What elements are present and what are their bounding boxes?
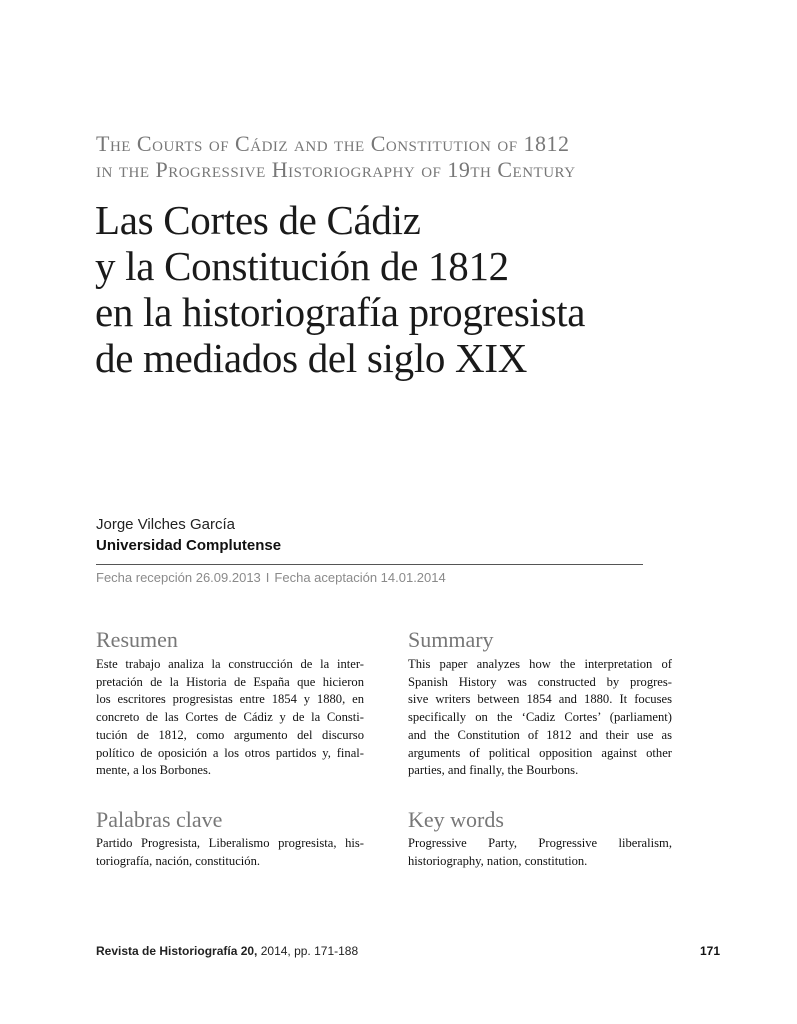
spanish-title [95, 197, 755, 381]
spanish-title-line-1: Las Cortes de Cádiz [95, 197, 421, 243]
palabras-clave-heading: Palabras clave [96, 807, 223, 832]
author-affiliation: Universidad Complutense [96, 537, 282, 554]
palabras-clave-line: Partido Progresista, Liberalismo progresista, his- [96, 836, 364, 850]
palabras-clave-line: toriografía, nación, constitución. [96, 853, 261, 868]
accepted-date: Fecha aceptación 14.01.2014 [274, 570, 446, 585]
resumen-line: Este trabajo analiza la construcción de la inter- [96, 657, 364, 671]
key-words-heading: Key words [408, 807, 504, 832]
summary-line: specifically on the ‘Cadiz Cortes’ (parliament) [408, 710, 672, 725]
summary-line: and the Constitution of 1812 and their use as [408, 727, 672, 742]
resumen-heading: Resumen [96, 627, 178, 652]
spanish-title-line-4: de mediados del siglo XIX [95, 335, 528, 381]
author-name: Jorge Vilches García [96, 516, 235, 533]
summary-line: sive writers between 1854 and 1880. It focuses [408, 692, 672, 707]
summary-line: Spanish History was constructed by progres- [408, 674, 672, 689]
resumen-line: concreto de las Cortes de Cádiz y de la Consti- [96, 710, 364, 725]
english-title-line-2: in the Progressive Historiography of 19th Century [96, 157, 576, 182]
received-date: Fecha recepción 26.09.2013 [96, 570, 261, 585]
page-number: 171 [699, 944, 720, 958]
summary-line: arguments of political opposition against other [408, 745, 672, 760]
journal-name: Revista de Historiografía 20, [96, 944, 258, 958]
resumen-line: tución de 1812, como argumento del discurso [96, 727, 364, 742]
submission-dates [96, 570, 446, 585]
divider-rule [96, 564, 643, 565]
spanish-title-line-3: en la historiografía progresista [95, 289, 586, 335]
summary-line: parties, and finally, the Bourbons. [408, 763, 579, 778]
key-words-line: Progressive Party, Progressive liberalism, [408, 836, 672, 850]
date-separator: I [265, 570, 270, 585]
resumen-line: los escritores progresistas entre 1854 y 1880, en [96, 692, 364, 707]
palabras-clave-body [96, 835, 364, 870]
summary-body [408, 656, 672, 780]
resumen-line: pretación de la Historia de España que hicieron [96, 674, 364, 689]
journal-pages: 2014, pp. 171-188 [257, 944, 359, 958]
summary-line: This paper analyzes how the interpretation of [408, 657, 672, 671]
resumen-line: mente, a los Borbones. [96, 763, 212, 778]
resumen-line: político de oposición a los otros partidos y, final- [96, 745, 364, 760]
key-words-body [408, 835, 672, 870]
spanish-title-line-2: y la Constitución de 1812 [95, 243, 509, 289]
resumen-body [96, 656, 364, 780]
english-title [96, 131, 736, 183]
english-title-line-1: The Courts of Cádiz and the Constitution of 1812 [96, 131, 570, 156]
journal-citation [96, 944, 358, 958]
summary-heading: Summary [408, 627, 494, 652]
key-words-line: historiography, nation, constitution. [408, 853, 588, 868]
